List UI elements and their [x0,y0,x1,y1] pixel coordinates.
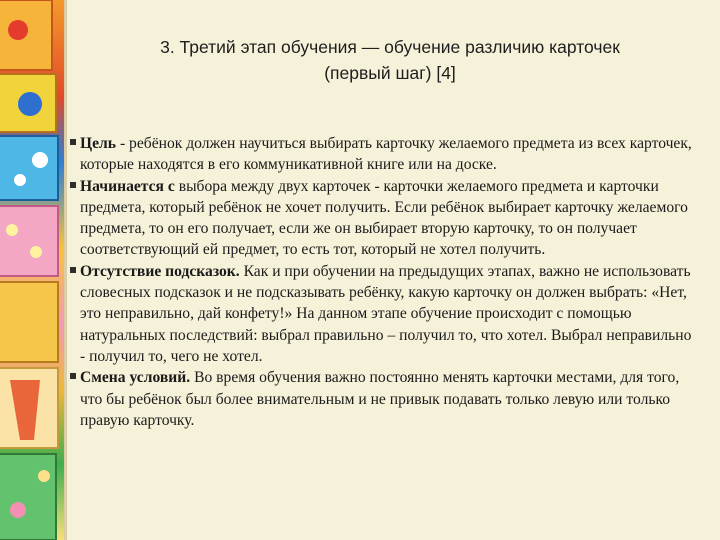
slide-title [100,34,680,86]
paragraph-lead: Отсутствие подсказок. [80,262,240,280]
paragraph-lead: Цель [80,135,117,152]
title-line-1: 3. Третий этап обучения — обучение различию карточек [160,37,620,57]
paragraph-lead: Начинается с [80,177,175,195]
bullet-icon [70,373,76,379]
paragraph-start [80,176,698,261]
paragraph-text: выбора между двух карточек - карточки желаемого предмета и карточки предмета, который ребёнок не хочет получить. Если ребёнок выбирает карточку желаемого предмета, то он его получает, если же он выбирает вторую карточку, то он получает соответствующий ей предмет, то есть тот, который не хотел получить. [80,177,688,259]
slide-body [80,133,698,431]
bullet-icon [70,139,76,145]
paragraph-text: Во время обучения важно постоянно менять карточки местами, для того, что бы ребёнок был более внимательным и не привык подавать только левую или только правую карточку. [80,369,680,429]
blocks-illustration [0,0,64,540]
paragraph-text: Как и при обучении на предыдущих этапах, важно не использовать словесных подсказок и не подсказывать ребёнку, какую карточку он должен выбрать: «Нет, это неправильно, дай конфету!» На данном этапе обучение происходит с помощью натуральных последствий: выбрал правильно – получил то, что хотел. Выбрал неправильно - получил то, чего не хотел. [80,262,692,365]
strip-edge [64,0,67,540]
paragraph-change-conditions [80,367,698,431]
bullet-icon [70,182,76,188]
title-line-2: (первый шаг) [4] [324,63,456,83]
paragraph-lead: Смена условий. [80,369,191,387]
paragraph-text: - ребёнок должен научиться выбирать карточку желаемого предмета из всех карточек, которые находятся в его коммуникативной книге или на доске. [80,135,692,174]
paragraph-goal [80,133,698,176]
paragraph-no-prompts [80,261,698,367]
bullet-icon [70,267,76,273]
toy-blocks-decoration [0,0,64,540]
